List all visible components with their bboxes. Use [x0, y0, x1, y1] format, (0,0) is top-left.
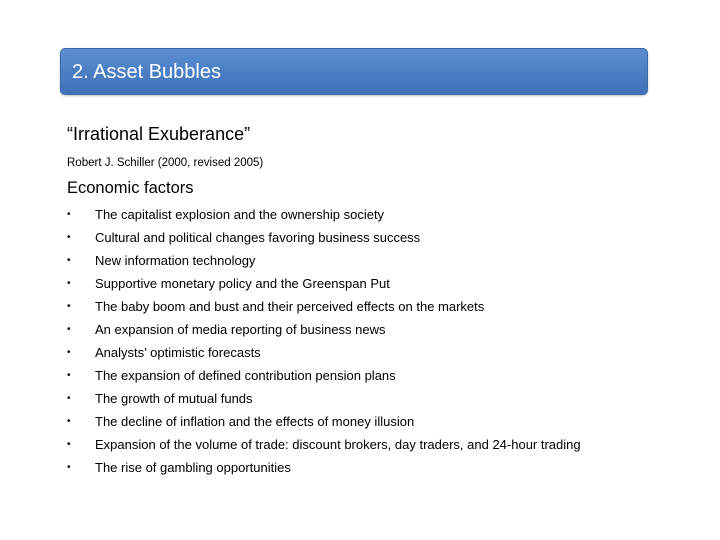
list-item-text: An expansion of media reporting of business news — [95, 322, 386, 337]
list-item — [67, 206, 627, 223]
list-item-text: The expansion of defined contribution pension plans — [95, 368, 396, 383]
bullet-icon: • — [67, 347, 71, 358]
list-item — [67, 390, 627, 407]
bullet-icon: • — [67, 301, 71, 312]
list-item — [67, 413, 627, 430]
bullet-icon: • — [67, 278, 71, 289]
slide-title: 2. Asset Bubbles — [72, 61, 221, 83]
title-bar — [60, 48, 648, 95]
bullet-icon: • — [67, 232, 71, 243]
bullet-icon: • — [67, 439, 71, 450]
list-item-text: The rise of gambling opportunities — [95, 460, 291, 475]
list-item-text: The decline of inflation and the effects of money illusion — [95, 414, 415, 429]
bullet-icon: • — [67, 370, 71, 381]
list-item-text: Supportive monetary policy and the Greenspan Put — [95, 276, 390, 291]
list-item-text: New information technology — [95, 253, 256, 268]
list-item — [67, 321, 627, 338]
list-item — [67, 275, 627, 292]
list-item — [67, 252, 627, 269]
list-item-text: The capitalist explosion and the ownership society — [95, 207, 385, 222]
bullet-icon: • — [67, 393, 71, 404]
list-item-text: The growth of mutual funds — [95, 391, 253, 406]
book-title: “Irrational Exuberance” — [67, 124, 251, 144]
list-item-text: Expansion of the volume of trade: discount brokers, day traders, and 24-hour trading — [95, 437, 581, 452]
list-item — [67, 344, 627, 361]
list-item — [67, 367, 627, 384]
section-heading: Economic factors — [67, 179, 194, 197]
list-item — [67, 229, 627, 246]
list-item-text: Analysts’ optimistic forecasts — [95, 345, 261, 360]
bullet-icon: • — [67, 255, 71, 266]
bullet-icon: • — [67, 324, 71, 335]
economic-factors-list — [67, 206, 627, 482]
list-item-text: The baby boom and bust and their perceived effects on the markets — [95, 299, 485, 314]
author-citation: Robert J. Schiller (2000, revised 2005) — [67, 157, 264, 169]
bullet-icon: • — [67, 209, 71, 220]
list-item — [67, 298, 627, 315]
list-item — [67, 436, 627, 453]
bullet-icon: • — [67, 416, 71, 427]
list-item — [67, 459, 627, 476]
list-item-text: Cultural and political changes favoring business success — [95, 230, 421, 245]
bullet-icon: • — [67, 462, 71, 473]
